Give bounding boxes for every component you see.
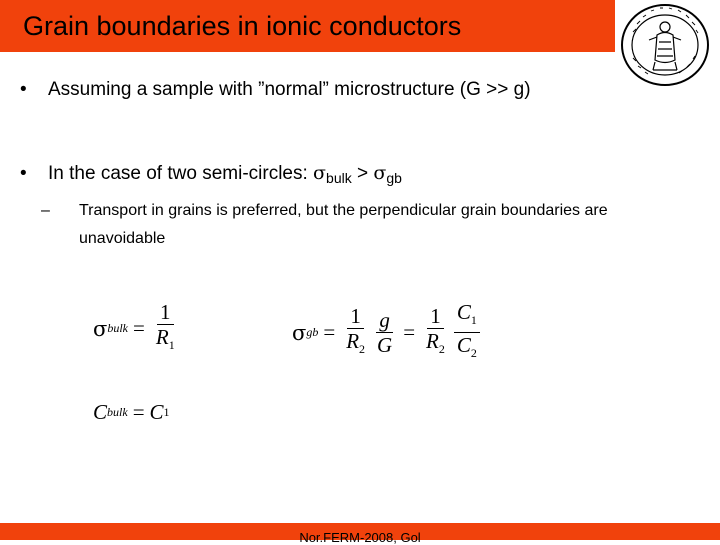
eq-equals: = (323, 320, 336, 344)
eq-numerator (454, 300, 480, 333)
eq-den-symbol: R (155, 325, 169, 349)
footer-text: Nor.FERM-2008, Gol (299, 530, 421, 545)
bullet-dot: • (20, 163, 27, 184)
eq-denominator: G (377, 333, 393, 357)
eq-lhs-symbol: σ (93, 316, 108, 341)
eq-numerator: g (376, 308, 393, 333)
sub-bullet-dash: – (41, 202, 50, 219)
eq-rhs-symbol: C (149, 400, 164, 424)
eq-fraction (374, 308, 395, 357)
equation-sigma-gb (292, 300, 483, 365)
equation-c-bulk (93, 400, 170, 425)
sub-bullet-text: Transport in grains is preferred, but the perpendicular grain boundaries are unavoidable (79, 202, 608, 247)
eq-den-subscript: 2 (359, 342, 366, 356)
eq-denominator (343, 329, 368, 361)
eq-lhs-subscript: bulk (107, 405, 128, 419)
eq-lhs-subscript: bulk (107, 321, 129, 335)
university-seal-icon (619, 2, 711, 88)
eq-den-symbol: C (456, 333, 471, 357)
bullet-microstructure (20, 79, 531, 101)
eq-lhs-symbol: C (93, 400, 108, 424)
bullet-prefix: In the case of two semi-circles: (48, 163, 314, 184)
bullet-semicircles (20, 162, 402, 186)
sub-bullet-transport (41, 197, 619, 253)
eq-equals: = (133, 316, 145, 340)
page-title: Grain boundaries in ionic conductors (23, 10, 462, 41)
eq-numerator: 1 (157, 300, 174, 325)
eq-den-subscript: 2 (470, 346, 477, 360)
eq-equals: = (403, 320, 416, 344)
eq-denominator (454, 333, 480, 365)
eq-fraction (343, 304, 368, 361)
eq-den-symbol: R (346, 329, 360, 353)
bulk-subscript: bulk (326, 170, 352, 186)
footer-bar (0, 523, 720, 545)
eq-numerator: 1 (347, 304, 364, 329)
eq-denominator (153, 325, 178, 357)
title-bar (0, 0, 615, 52)
eq-lhs-symbol: σ (292, 320, 307, 345)
eq-lhs-subscript: gb (306, 325, 319, 339)
eq-num-symbol: C (456, 300, 471, 324)
eq-rhs-subscript: 1 (163, 405, 170, 419)
greater-than: > (351, 163, 374, 184)
eq-den-symbol: R (426, 329, 439, 353)
eq-num-subscript: 1 (470, 313, 477, 327)
eq-equals: = (132, 400, 145, 424)
eq-den-subscript: 1 (168, 338, 175, 352)
bullet-dot: • (20, 79, 27, 100)
eq-den-subscript: 2 (438, 342, 445, 356)
bullet-text: Assuming a sample with ”normal” microstructure (G >> g) (48, 79, 531, 100)
eq-fraction (454, 300, 480, 365)
eq-denominator (423, 329, 448, 361)
eq-fraction (423, 304, 448, 361)
eq-fraction (153, 300, 178, 357)
sigma-symbol: σ (313, 162, 327, 184)
equation-sigma-bulk (93, 300, 181, 357)
eq-numerator: 1 (427, 304, 444, 329)
bullet-text (48, 162, 402, 186)
sigma-symbol: σ (373, 162, 387, 184)
gb-subscript: gb (386, 170, 402, 186)
